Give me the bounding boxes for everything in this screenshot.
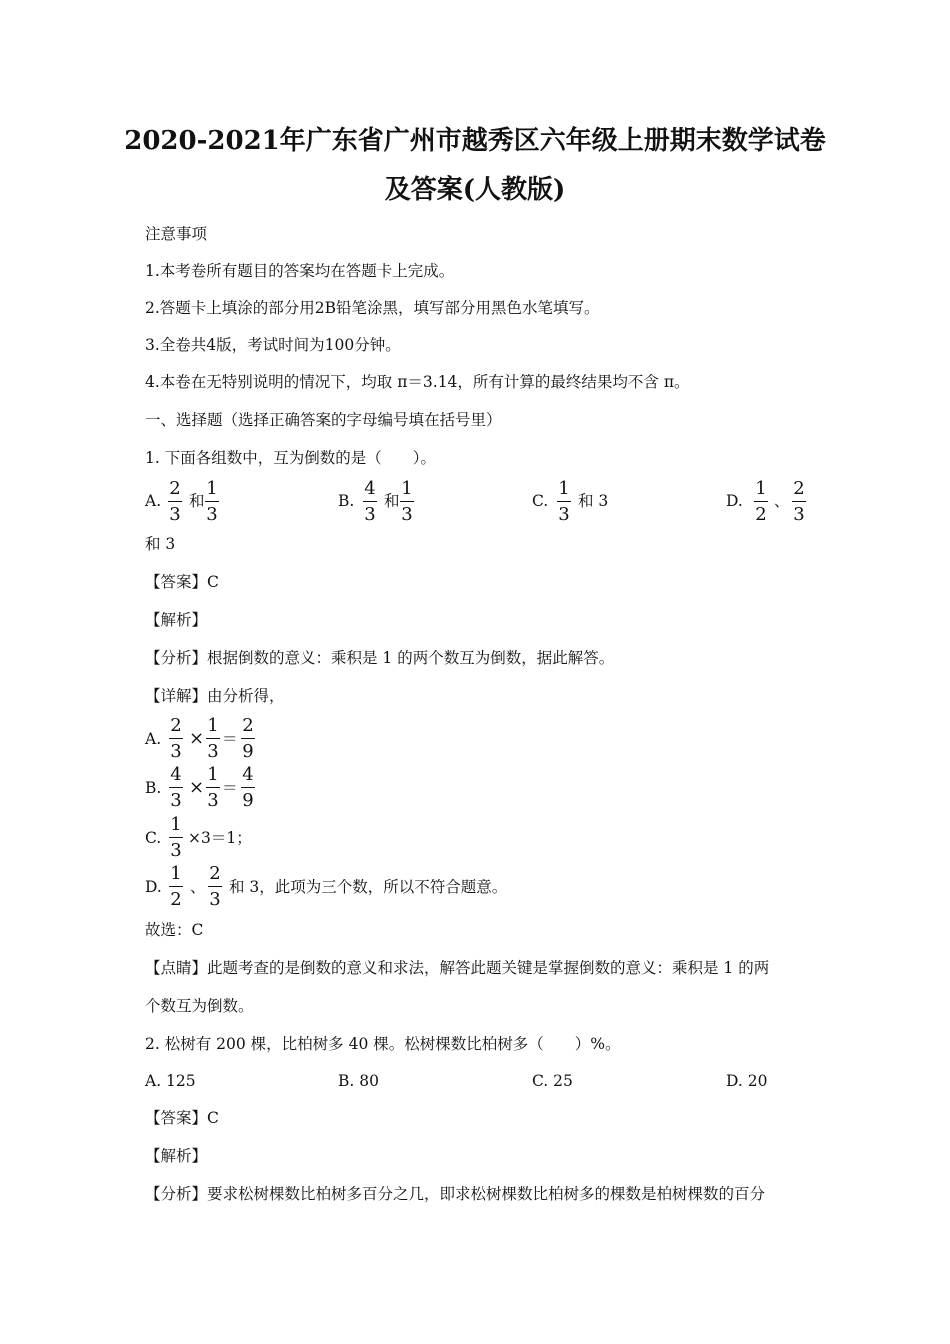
option-b: B. 80: [338, 1072, 379, 1090]
comment-text: 个数互为倒数。: [145, 997, 254, 1015]
step-b-label: B.: [145, 779, 162, 797]
fraction: 1 3: [170, 814, 182, 861]
document-title-line-1: 2020-2021年广东省广州市越秀区六年级上册期末数学试卷: [124, 126, 826, 156]
fraction: 2 3: [170, 715, 182, 762]
option-d: D. 20: [726, 1072, 768, 1090]
and-text: 和: [189, 492, 205, 510]
separator: 、: [774, 492, 790, 510]
times-sign: ×: [189, 728, 205, 749]
times-sign: ×: [189, 777, 205, 798]
choice-text: 故选：C: [145, 921, 204, 939]
and-text: 和: [384, 492, 400, 510]
equals-sign: ＝: [222, 730, 238, 748]
analysis-heading: 【解析】: [145, 611, 208, 629]
question-1-stem: 1. 下面各组数中，互为倒数的是（ ）。: [145, 449, 436, 467]
option-d-label: D.: [726, 492, 743, 510]
note-item: 2.答题卡上填涂的部分用2B铅笔涂黑，填写部分用黑色水笔填写。: [145, 299, 600, 317]
question-2-stem: 2. 松树有 200 棵，比柏树多 40 棵。松树棵数比柏树多（ ）%。: [145, 1035, 621, 1053]
analysis-text: 【分析】根据倒数的意义：乘积是 1 的两个数互为倒数，据此解答。: [145, 649, 615, 667]
fraction: 4 3: [170, 764, 182, 811]
comment-text: 【点睛】此题考查的是倒数的意义和求法，解答此题关键是掌握倒数的意义：乘积是 1 的两: [145, 959, 770, 977]
answer-label: 【答案】C: [145, 573, 219, 591]
note-item: 3.全卷共4版，考试时间为100分钟。: [145, 336, 401, 354]
notes-heading: 注意事项: [145, 225, 208, 243]
section-heading: 一、选择题（选择正确答案的字母编号填在括号里）: [145, 411, 502, 429]
fraction: 1 2: [170, 863, 182, 910]
fraction: 1 3: [401, 478, 413, 525]
detail-heading: 【详解】由分析得，: [145, 687, 285, 705]
fraction: 2 3: [209, 863, 221, 910]
option-c-tail: 和 3: [578, 492, 609, 510]
analysis-text: 【分析】要求松树棵数比柏树多百分之几，即求松树棵数比柏树多的棵数是柏树棵数的百分: [145, 1185, 766, 1203]
fraction: 1 3: [206, 478, 218, 525]
option-c-label: C.: [532, 492, 549, 510]
fraction: 4 3: [364, 478, 376, 525]
option-c: C. 25: [532, 1072, 573, 1090]
step-a-label: A.: [145, 730, 162, 748]
note-item: 4.本卷在无特别说明的情况下，均取 π＝3.14，所有计算的最终结果均不含 π。: [145, 373, 690, 391]
fraction: 4 9: [242, 764, 254, 811]
fraction: 2 3: [169, 478, 181, 525]
option-a-label: A.: [145, 492, 162, 510]
fraction: 1 2: [755, 478, 767, 525]
equals-sign: ＝: [222, 779, 238, 797]
step-d-tail: 和 3，此项为三个数，所以不符合题意。: [229, 878, 508, 896]
fraction: 2 3: [793, 478, 805, 525]
step-c-label: C.: [145, 829, 162, 847]
note-item: 1.本考卷所有题目的答案均在答题卡上完成。: [145, 262, 455, 280]
option-a: A. 125: [145, 1072, 196, 1090]
document-title-line-2: 及答案(人教版): [384, 175, 566, 205]
fraction: 1 3: [558, 478, 570, 525]
fraction: 1 3: [207, 715, 219, 762]
option-b-label: B.: [338, 492, 355, 510]
fraction: 2 9: [242, 715, 254, 762]
analysis-heading: 【解析】: [145, 1147, 208, 1165]
step-c-tail: ×3＝1；: [188, 829, 252, 847]
step-d-label: D.: [145, 878, 162, 896]
answer-label: 【答案】C: [145, 1109, 219, 1127]
separator: 、: [190, 878, 206, 896]
fraction: 1 3: [207, 764, 219, 811]
option-d-wrap: 和 3: [145, 535, 176, 553]
